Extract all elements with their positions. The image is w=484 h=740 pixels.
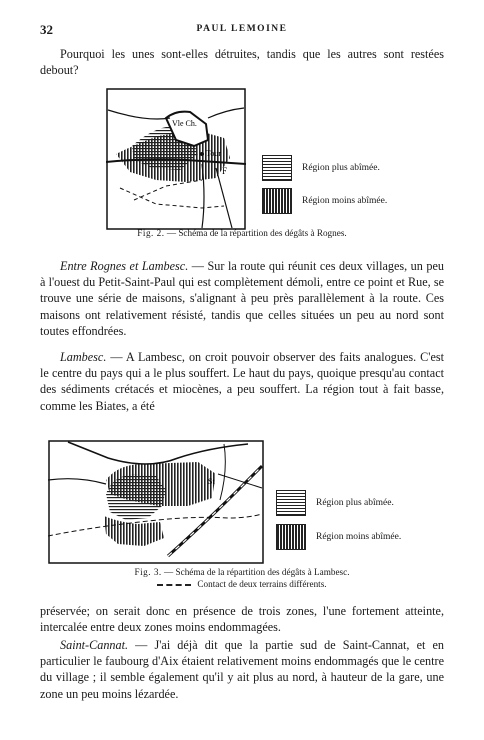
paragraph-lambesc (40, 349, 444, 414)
fig3-swatch-more (276, 490, 306, 516)
fig2-caption-label: Fig. 2. (137, 228, 165, 238)
cannat-text: — J'ai déjà dit que la partie sud de Saint-Cannat, et en particulier le faubourg d'Aix étaient relativement moins endommagés que le centre du village ; il semble également qu'il y ait plus au nord, à hauteur de la gare, une zone un peu moins lézardée. (40, 638, 444, 701)
fig2-swatch-more (262, 155, 292, 181)
intro-text: Pourquoi les unes sont-elles détruites, tandis que les autres sont restées debout? (40, 47, 444, 78)
fig2-label-church: Vle Ch. (172, 119, 197, 128)
running-head: PAUL LEMOINE (196, 24, 288, 34)
intro-paragraph (40, 46, 444, 78)
fig3-caption (40, 566, 444, 590)
fig3-contact-key (157, 584, 191, 586)
fig3-legend-less-label: Région moins abîmée. (316, 532, 402, 542)
cannat-lead: Saint-Cannat. (60, 638, 129, 652)
fig2-map (106, 88, 246, 230)
paragraph-saint-cannat (40, 637, 444, 702)
preserved-text: préservée; on serait donc en présence de trois zones, l'une fortement atteinte, intercalée entre deux zones moins endommagées. (40, 604, 444, 635)
paragraph-rognes (40, 258, 444, 339)
fig3-map (48, 440, 264, 564)
fig2-legend-less-label: Région moins abîmée. (302, 196, 388, 206)
fig2-legend-more (262, 155, 380, 181)
paragraph-preserved (40, 603, 444, 635)
fig3-label-st: St (208, 477, 215, 486)
fig2-legend-less (262, 188, 387, 214)
fig3-swatch-less (276, 524, 306, 550)
fig3-legend-less (276, 524, 401, 550)
fig2-caption (40, 227, 444, 239)
fig2-label-f: F (222, 166, 228, 176)
fig2-swatch-less (262, 188, 292, 214)
fig2-tower-marker (200, 152, 204, 156)
fig3-caption-text: — Schéma de la répartition des dégâts à Lambesc. (164, 567, 350, 577)
fig2-label-tower: Tour (206, 149, 221, 158)
running-header (40, 22, 444, 38)
rognes-text: — Sur la route qui réunit ces deux villages, un peu à l'ouest du Petit-Saint-Paul qui est complètement démoli, entre ce point et Rue, se trouve une série de maisons, s'alignant à peu près parallèlement à la route. Ces maisons ont relativement résisté, tandis que celles situées un peu au nord sont toutes effondrées. (40, 259, 444, 338)
page-number: 32 (40, 22, 53, 37)
rognes-lead: Entre Rognes et Lambesc. (60, 259, 189, 273)
fig3-caption-contact: Contact de deux terrains différents. (197, 579, 327, 589)
fig3-legend-more-label: Région plus abîmée. (316, 498, 394, 508)
fig2-legend-more-label: Région plus abîmée. (302, 163, 380, 173)
fig3-caption-label: Fig. 3. (134, 567, 162, 577)
lambesc-lead: Lambesc. (60, 350, 107, 364)
lambesc-text: — A Lambesc, on croit pouvoir observer des faits analogues. C'est le centre du pays qui a le plus souffert. Le haut du pays, quoique presqu'au contact des sédiments crétacés et miocènes, a peu souffert. La région tout à fait basse, comme les Biates, a été (40, 350, 444, 413)
fig3-legend-more (276, 490, 394, 516)
fig2-caption-text: — Schéma de la répartition des dégâts à Rognes. (166, 228, 347, 238)
